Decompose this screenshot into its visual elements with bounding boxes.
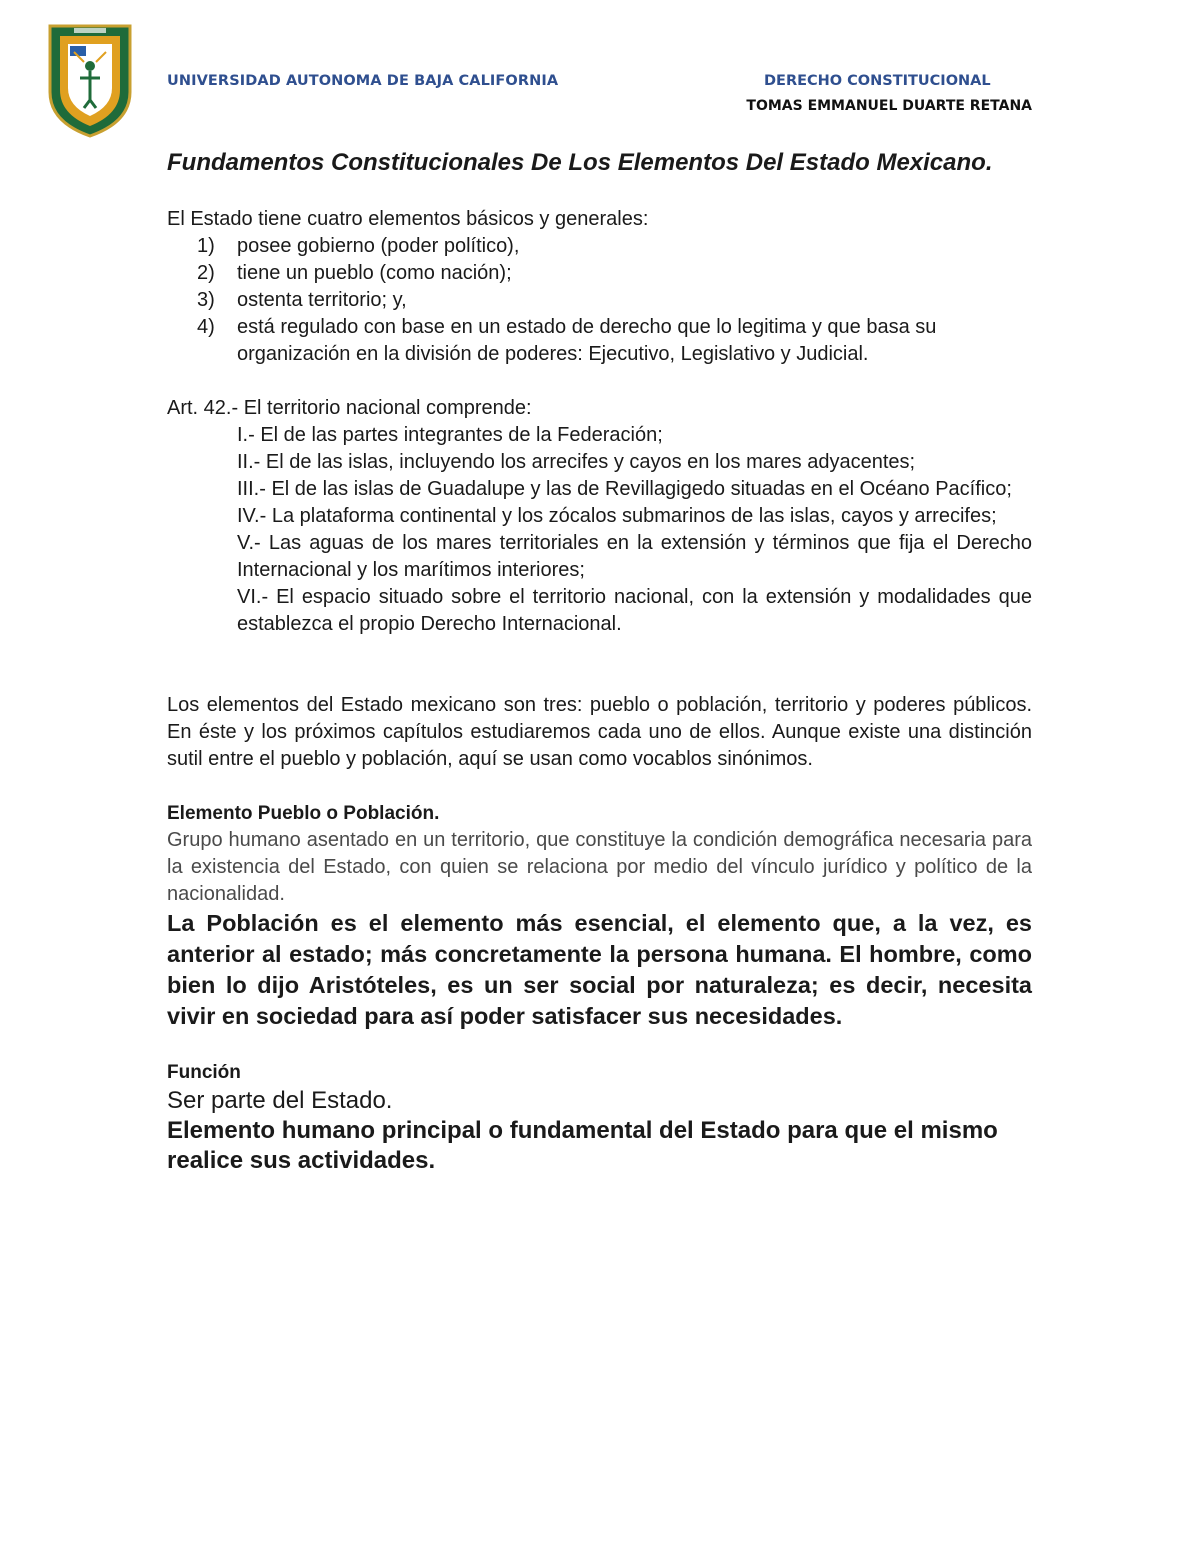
author-name: TOMAS EMMANUEL DUARTE RETANA [746,98,1032,114]
document-body [167,148,1032,1176]
elements-list [167,233,1032,368]
fraction-item: I.- El de las partes integrantes de la Federación; [237,424,663,446]
course-name: DERECHO CONSTITUCIONAL [764,73,991,89]
intro-text: El Estado tiene cuatro elementos básicos y generales: [167,208,649,230]
university-name: UNIVERSIDAD AUTONOMA DE BAJA CALIFORNIA [167,73,559,89]
list-text: posee gobierno (poder político), [237,235,520,257]
list-item [167,260,1032,287]
list-text: está regulado con base en un estado de derecho que lo legitima y que basa su organización en la división de poderes: Ejecutivo, Legislativo y Judicial. [237,316,937,365]
elements-paragraph: Los elementos del Estado mexicano son tres: pueblo o población, territorio y poderes públicos. En éste y los próximos capítulos estudiaremos cada uno de ellos. Aunque existe una distinción sutil entre el pueblo y población, aquí se usan como vocablos sinónimos. [167,694,1032,770]
document-title: Fundamentos Constitucionales De Los Elementos Del Estado Mexicano. [167,149,993,176]
fraction-item: III.- El de las islas de Guadalupe y las de Revillagigedo situadas en el Océano Pacífico; [237,478,1012,500]
spacer [167,1032,1032,1059]
funcion-heading: Función [167,1062,241,1083]
list-number: 4) [197,316,215,338]
fraction-item: II.- El de las islas, incluyendo los arrecifes y cayos en los mares adyacentes; [237,451,916,473]
list-number: 3) [197,289,215,311]
list-number: 1) [197,235,215,257]
list-text: ostenta territorio; y, [237,289,407,311]
article-heading: Art. 42.- El territorio nacional comprende: [167,397,532,419]
spacer [167,638,1032,692]
funcion-line-2: Elemento humano principal o fundamental del Estado para que el mismo realice sus actividades. [167,1117,998,1174]
list-item [167,233,1032,260]
list-text: tiene un pueblo (como nación); [237,262,512,284]
uabc-shield-logo-icon [44,22,136,138]
pueblo-emphasis: La Población es el elemento más esencial, el elemento que, a la vez, es anterior al estado; más concretamente la persona humana. El hombre, como bien lo dijo Aristóteles, es un ser social por naturaleza; es decir, necesita vivir en sociedad para así poder satisfacer sus necesidades. [167,910,1032,1029]
list-number: 2) [197,262,215,284]
list-item [167,287,1032,314]
pueblo-definition: Grupo humano asentado en un territorio, que constituye la condición demográfica necesaria para la existencia del Estado, con quien se relaciona por medio del vínculo jurídico y político de la nacionalidad. [167,829,1032,905]
fraction-item: VI.- El espacio situado sobre el territorio nacional, con la extensión y modalidades que establezca el propio Derecho Internacional. [237,586,1032,635]
article-fractions [237,422,1032,638]
pueblo-heading: Elemento Pueblo o Población. [167,803,440,824]
fraction-item: V.- Las aguas de los mares territoriales en la extensión y términos que fija el Derecho Internacional y los marítimos interiores; [237,532,1032,581]
spacer [167,773,1032,800]
fraction-item: IV.- La plataforma continental y los zócalos submarinos de las islas, cayos y arrecifes; [237,505,997,527]
funcion-line-1: Ser parte del Estado. [167,1087,393,1114]
list-item [167,314,1032,368]
